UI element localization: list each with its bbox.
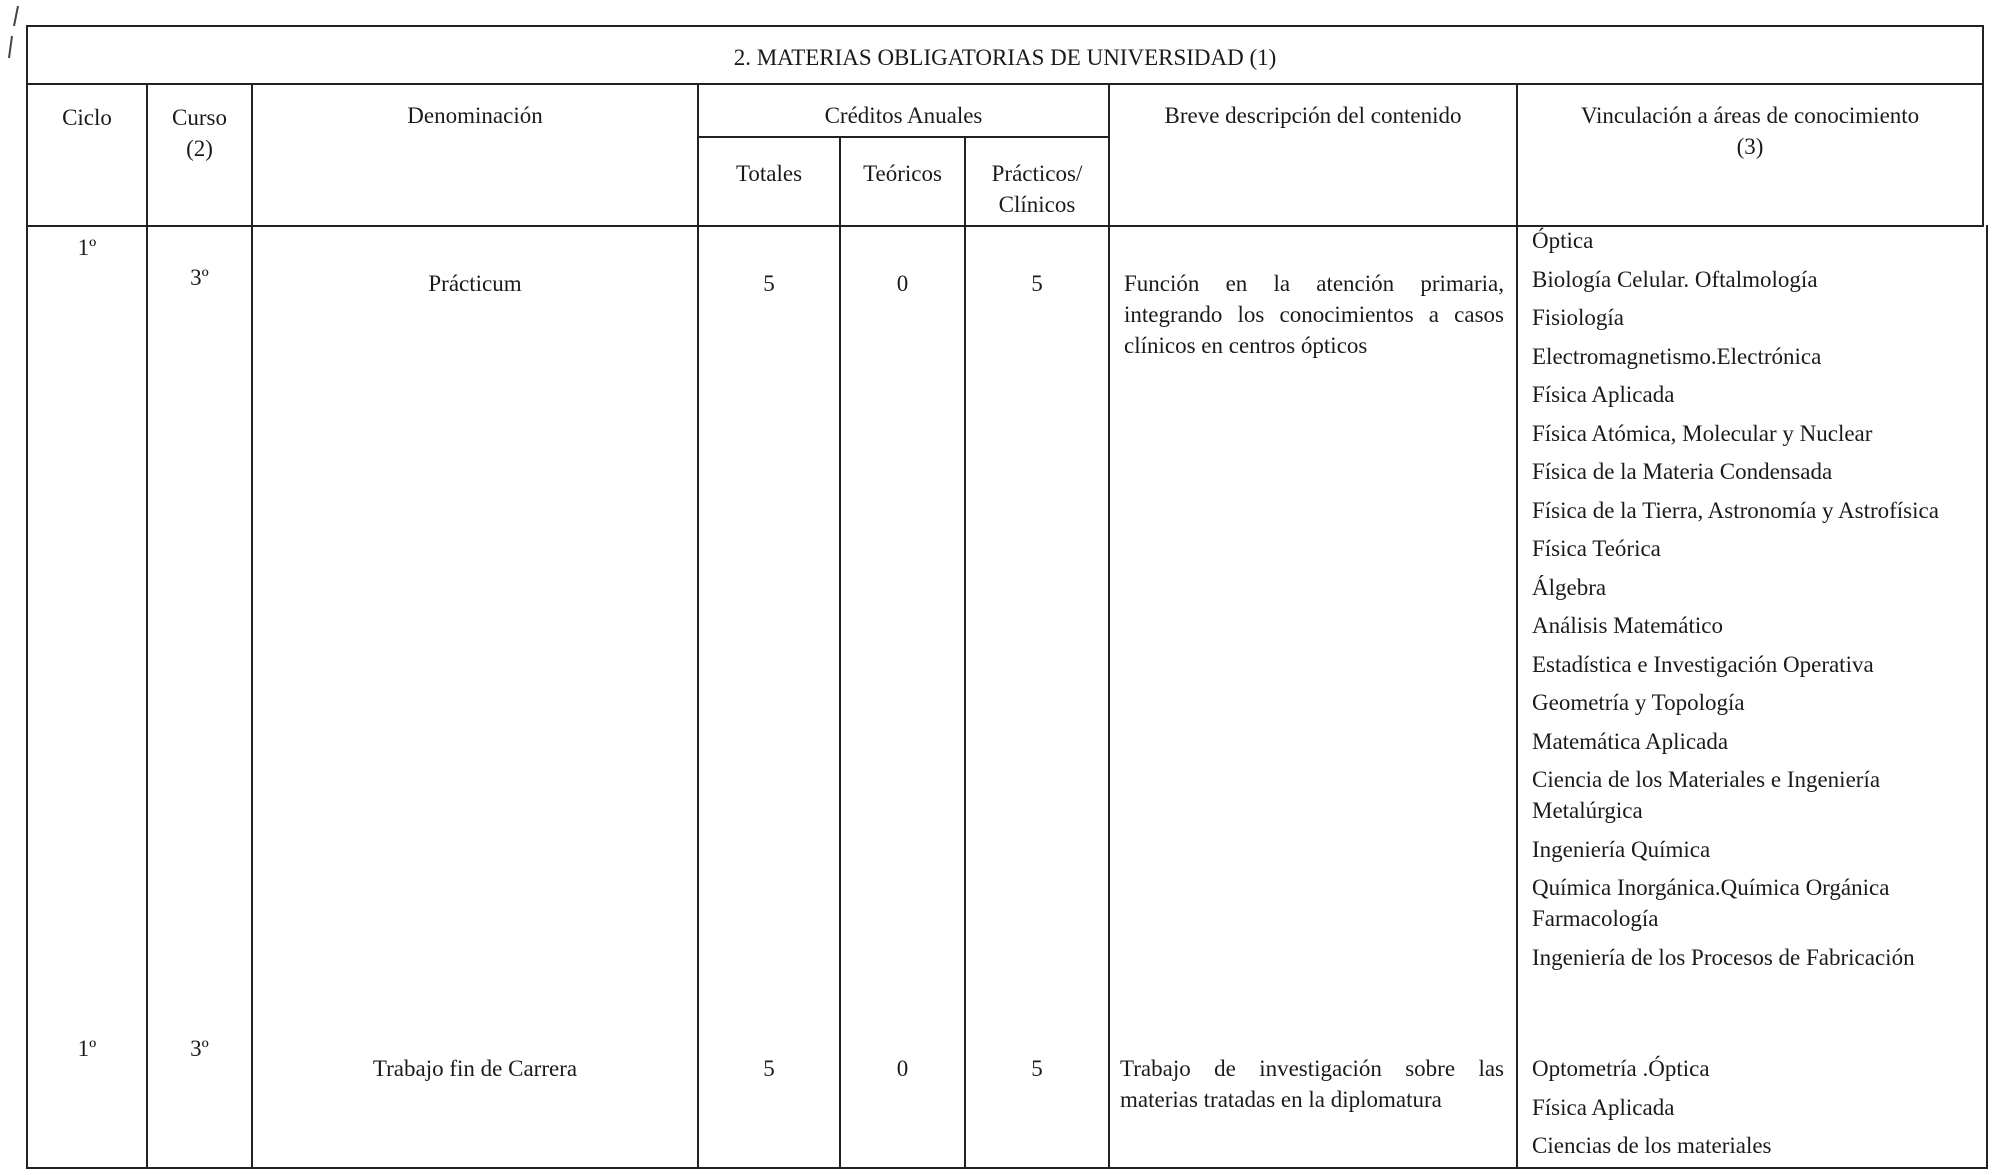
header-curso-note: (2) [186, 136, 213, 161]
area-item: Física Aplicada [1532, 1094, 1675, 1120]
area-item: Biología Celular. Oftalmología [1532, 266, 1818, 292]
stray-mark [4, 4, 24, 64]
cell-ciclo: 1º [77, 1036, 97, 1061]
area-item: Matemática Aplicada [1532, 728, 1729, 754]
area-item: Análisis Matemático [1532, 613, 1723, 638]
area-item: Fisiología [1532, 305, 1625, 330]
area-item: Ingeniería de los Procesos de Fabricación [1532, 944, 1915, 970]
area-item: Física de la Tierra, Astronomía y Astrofísica [1532, 497, 1939, 523]
header-descripcion: Breve descripción del contenido [1164, 103, 1462, 128]
area-item: Física Aplicada [1532, 382, 1675, 407]
area-item: Ciencias de los materiales [1532, 1133, 1772, 1158]
cell-teoricos: 0 [896, 1056, 909, 1081]
table-title: 2. MATERIAS OBLIGATORIAS DE UNIVERSIDAD (1) [733, 45, 1277, 70]
area-item: Ingeniería Química [1532, 836, 1711, 862]
header-teoricos: Teóricos [863, 161, 942, 186]
cell-denominacion: Prácticum [428, 271, 522, 296]
cell-totales: 5 [763, 271, 775, 296]
header-denominacion: Denominación [407, 103, 543, 128]
header-clinicos: Clínicos [998, 192, 1076, 217]
cell-curso: 3º [190, 265, 209, 290]
cell-descripcion: Función en la atención primaria, integrando los conocimientos a casos clínicos en centros ópticos [1124, 271, 1504, 358]
area-item: Optometría .Óptica [1532, 1056, 1710, 1081]
header-creditos: Créditos Anuales [824, 103, 983, 128]
cell-practicos: 5 [1031, 271, 1043, 296]
area-item: Física Atómica, Molecular y Nuclear [1532, 420, 1873, 446]
area-item: Física Teórica [1532, 536, 1661, 561]
cell-descripcion: Trabajo de investigación sobre las materias tratadas en la diplomatura [1120, 1056, 1504, 1112]
cell-curso: 3º [190, 1036, 209, 1061]
cell-areas [1532, 225, 1972, 980]
area-item: Química Inorgánica.Química Orgánica Farmacología [1532, 875, 1890, 931]
header-totales: Totales [735, 161, 803, 186]
header-practicos: Prácticos/ [991, 161, 1083, 186]
area-item: Ciencia de los Materiales e Ingeniería Metalúrgica [1532, 767, 1881, 823]
cell-denominacion: Trabajo fin de Carrera [372, 1056, 578, 1081]
header-curso: Curso [172, 105, 227, 130]
area-item: Estadística e Investigación Operativa [1532, 651, 1874, 677]
cell-areas [1532, 1053, 1972, 1169]
header-vinculacion: Vinculación a áreas de conocimiento [1580, 103, 1920, 128]
header-vinculacion-note: (3) [1736, 134, 1764, 159]
area-item: Electromagnetismo.Electrónica [1532, 343, 1822, 369]
area-item: Álgebra [1532, 574, 1607, 600]
cell-ciclo: 1º [77, 235, 97, 260]
cell-totales: 5 [763, 1056, 775, 1081]
area-item: Óptica [1532, 228, 1594, 253]
cell-teoricos: 0 [896, 271, 909, 296]
cell-practicos: 5 [1031, 1056, 1043, 1081]
area-item: Geometría y Topología [1532, 690, 1745, 715]
area-item: Física de la Materia Condensada [1532, 459, 1833, 484]
header-ciclo: Ciclo [62, 105, 112, 130]
